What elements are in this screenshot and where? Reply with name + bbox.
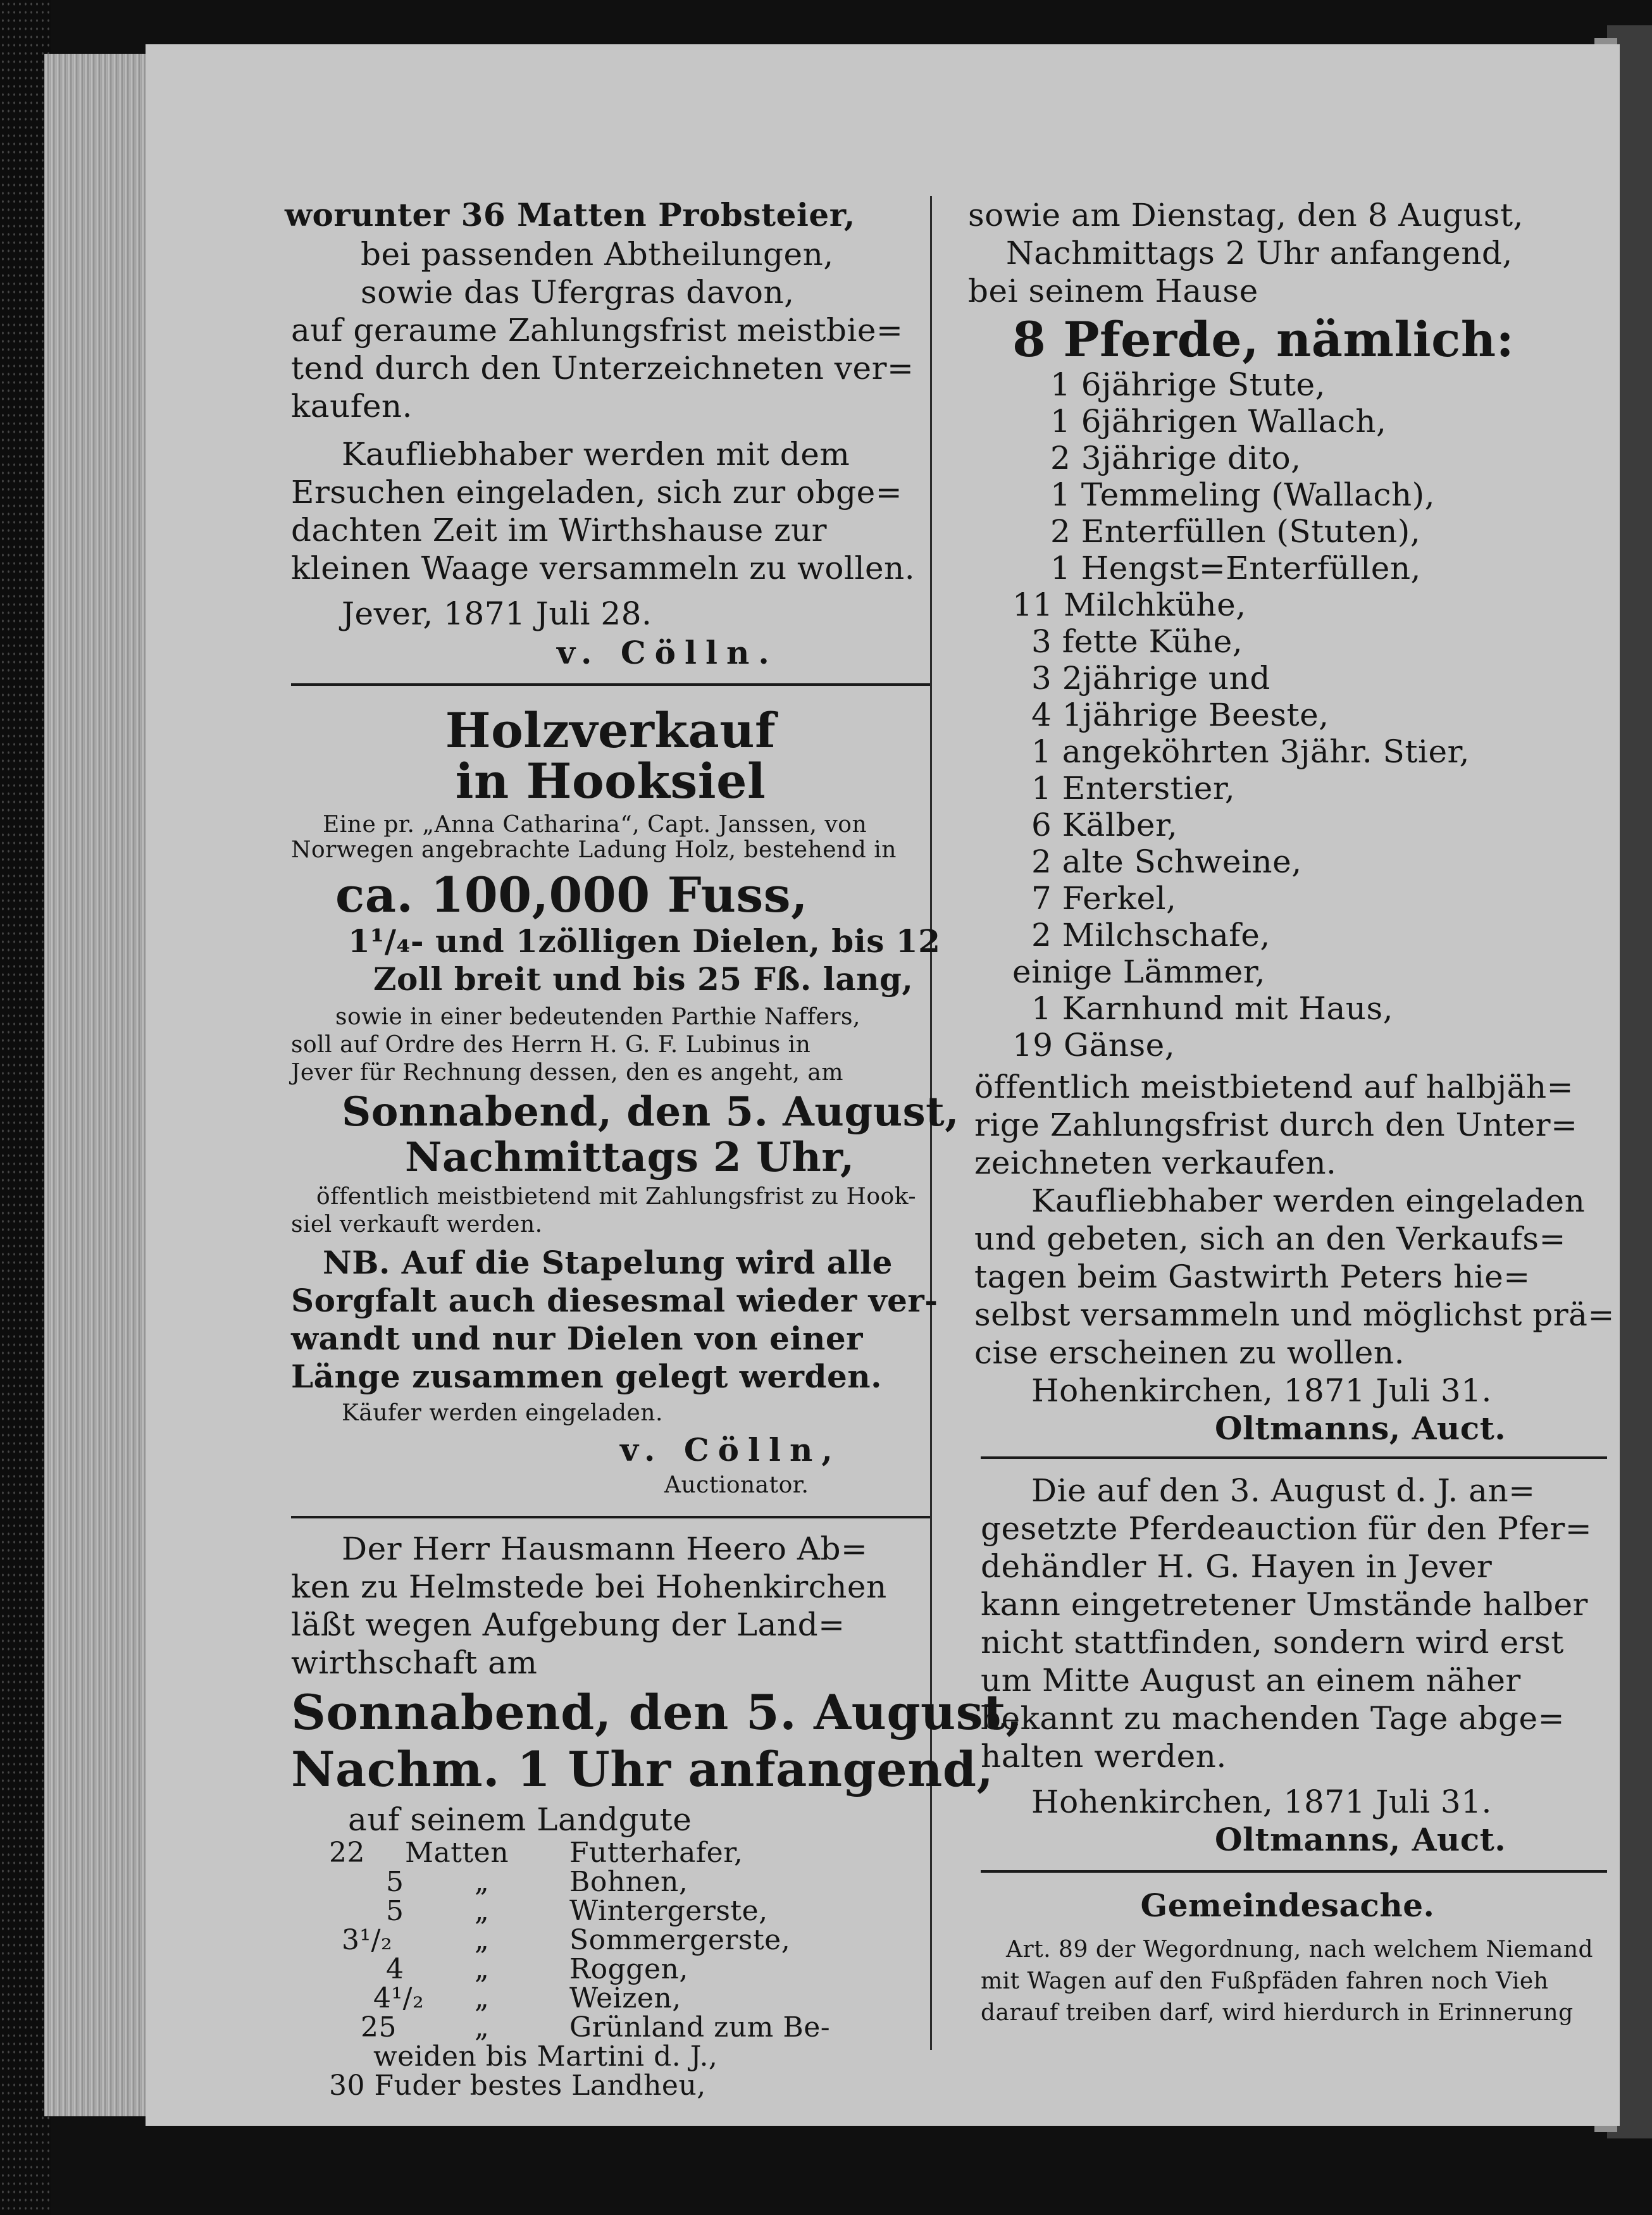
notice-text: Die auf den 3. August d. J. an=: [1031, 1472, 1536, 1509]
ad3-item-unit: „: [475, 1982, 490, 2014]
ad2-text: Jever für Rechnung dessen, den es angeht, am: [291, 1060, 844, 1086]
ad2-nb: Länge zusammen gelegt werden.: [291, 1358, 883, 1395]
animal-item: 4 1jährige Beeste,: [1031, 697, 1329, 733]
sale-text: cise erscheinen zu wollen.: [974, 1334, 1405, 1371]
ad3-item-name: Wintergerste,: [569, 1895, 768, 1927]
section-text: darauf treiben darf, wird hierdurch in Erinnerung: [981, 2000, 1574, 2026]
sale-text: öffentlich meistbietend auf halbjäh=: [974, 1069, 1574, 1105]
notice-place-date: Hohenkirchen, 1871 Juli 31.: [1031, 1784, 1492, 1820]
ad3-item-qty: 22: [329, 1837, 365, 1869]
ad1-line: sowie das Ufergras davon,: [361, 274, 795, 311]
ad1-line: dachten Zeit im Wirthshause zur: [291, 512, 828, 549]
notice-signature: Oltmanns, Auct.: [1215, 1821, 1506, 1858]
animal-item: 1 Enterstier,: [1031, 770, 1236, 807]
ad3-item-name: Roggen,: [569, 1953, 688, 1985]
sale-text: Kaufliebhaber werden eingeladen: [1031, 1182, 1586, 1219]
notice-text: bekannt zu machenden Tage abge=: [981, 1700, 1565, 1737]
ad1-line: bei passenden Abtheilungen,: [361, 236, 834, 273]
ad2-title: Holzverkauf: [445, 702, 776, 759]
ad3-item-unit: „: [475, 1866, 490, 1898]
ad3-item-unit: „: [475, 1895, 490, 1927]
horses-heading: 8 Pferde, nämlich:: [1012, 311, 1515, 368]
animal-item: 2 alte Schweine,: [1031, 843, 1302, 880]
ad1-date: Jever, 1871 Juli 28.: [342, 595, 652, 632]
animal-item: 2 Milchschafe,: [1031, 917, 1270, 953]
ad3-item-unit: „: [475, 2011, 490, 2044]
animal-item: 11 Milchkühe,: [1012, 586, 1246, 623]
ad1-line: Kaufliebhaber werden mit dem: [342, 436, 850, 473]
ad2-after: öffentlich meistbietend mit Zahlungsfrist zu Hook-: [316, 1184, 917, 1210]
ad3-intro: Der Herr Hausmann Heero Ab=: [342, 1530, 868, 1567]
ad3-intro: ken zu Helmstede bei Hohenkirchen: [291, 1568, 887, 1605]
sale-text: selbst versammeln und möglichst prä=: [974, 1296, 1615, 1333]
spine-texture: [0, 0, 51, 2215]
animal-item: einige Lämmer,: [1012, 953, 1265, 990]
animal-item: 1 angeköhrten 3jähr. Stier,: [1031, 733, 1470, 770]
ad3-intro: läßt wegen Aufgebung der Land=: [291, 1606, 845, 1643]
ad3-item-qty: 5: [386, 1895, 404, 1927]
ad1-line: worunter 36 Matten Probsteier,: [285, 196, 855, 233]
ad2-text: soll auf Ordre des Herrn H. G. F. Lubinus in: [291, 1032, 811, 1058]
ad3-cont-intro: bei seinem Hause: [968, 273, 1258, 309]
ad2-time: Nachmittags 2 Uhr,: [405, 1134, 855, 1181]
ad2-intro: Eine pr. „Anna Catharina“, Capt. Janssen, von: [323, 812, 867, 838]
section-text: Art. 89 der Wegordnung, nach welchem Niemand: [1006, 1937, 1594, 1963]
notice-text: halten werden.: [981, 1738, 1227, 1775]
ad2-nb: NB. Auf die Stapelung wird alle: [323, 1244, 893, 1281]
ad1-signature: v. Cölln.: [557, 634, 778, 671]
ad2-buyers: Käufer werden eingeladen.: [342, 1400, 663, 1426]
section-separator: [981, 1870, 1607, 1873]
ad3-item-qty: 3¹/₂: [342, 1924, 393, 1956]
ad1-line: auf geraume Zahlungsfrist meistbie=: [291, 312, 904, 349]
ad3-item-qty: 5: [386, 1866, 404, 1898]
ad2-nb: wandt und nur Dielen von einer: [291, 1320, 863, 1357]
ad3-item-qty: 4: [386, 1953, 404, 1985]
ad2-signature: v. Cölln,: [620, 1431, 842, 1468]
ad2-detail: Zoll breit und bis 25 Fß. lang,: [373, 960, 914, 998]
ad3-item-name: Grünland zum Be-: [569, 2011, 831, 2044]
notice-text: gesetzte Pferdeauction für den Pfer=: [981, 1510, 1593, 1547]
ad3-item-unit: „: [475, 1924, 490, 1956]
ad1-line: Ersuchen eingeladen, sich zur obge=: [291, 474, 903, 511]
ad-separator: [291, 683, 930, 686]
notice-text: dehändler H. G. Hayen in Jever: [981, 1548, 1493, 1585]
sale-place-date: Hohenkirchen, 1871 Juli 31.: [1031, 1372, 1492, 1409]
ad3-item-qty: 25: [361, 2011, 397, 2044]
ad3-item-qty: 4¹/₂: [373, 1982, 425, 2014]
ad3-item-name: Sommergerste,: [569, 1924, 791, 1956]
sale-text: zeichneten verkaufen.: [974, 1145, 1337, 1181]
animal-item: 3 fette Kühe,: [1031, 623, 1243, 660]
ad2-after: siel verkauft werden.: [291, 1212, 543, 1238]
ad3-date: Sonnabend, den 5. August,: [291, 1684, 1023, 1740]
animal-item: 2 3jährige dito,: [1050, 440, 1301, 476]
animal-item: 3 2jährige und: [1031, 660, 1270, 697]
ad3-place: auf seinem Landgute: [348, 1801, 692, 1838]
ad-separator: [981, 1456, 1607, 1459]
notice-text: um Mitte August an einem näher: [981, 1662, 1521, 1699]
ad1-line: kleinen Waage versammeln zu wollen.: [291, 550, 916, 586]
animal-item: 1 Temmeling (Wallach),: [1050, 476, 1436, 513]
sale-text: tagen beim Gastwirth Peters hie=: [974, 1258, 1531, 1295]
ad2-nb: Sorgfalt auch diesesmal wieder ver-: [291, 1282, 938, 1319]
animal-item: 2 Enterfüllen (Stuten),: [1050, 513, 1421, 550]
sale-text: rige Zahlungsfrist durch den Unter=: [974, 1107, 1578, 1143]
ad3-item-unit: Matten: [405, 1837, 509, 1869]
page-stack-edge: [44, 54, 152, 2116]
ad2-date: Sonnabend, den 5. August,: [342, 1088, 959, 1136]
ad3-cont-intro: Nachmittags 2 Uhr anfangend,: [1006, 235, 1513, 271]
ad3-tail: weiden bis Martini d. J.,: [373, 2040, 718, 2073]
animal-item: 1 6jährigen Wallach,: [1050, 403, 1387, 440]
animal-item: 1 Hengst=Enterfüllen,: [1050, 550, 1421, 586]
animal-item: 6 Kälber,: [1031, 807, 1178, 843]
notice-text: nicht stattfinden, sondern wird erst: [981, 1624, 1564, 1661]
animal-item: 7 Ferkel,: [1031, 880, 1177, 917]
section-title: Gemeindesache.: [1140, 1887, 1435, 1924]
animal-item: 19 Gänse,: [1012, 1027, 1176, 1064]
ad3-time: Nachm. 1 Uhr anfangend,: [291, 1741, 994, 1797]
notice-text: kann eingetretener Umstände halber: [981, 1586, 1588, 1623]
ad2-intro: Norwegen angebrachte Ladung Holz, bestehend in: [291, 837, 897, 863]
animal-item: 1 6jährige Stute,: [1050, 366, 1326, 403]
ad3-cont-intro: sowie am Dienstag, den 8 August,: [968, 197, 1524, 233]
sale-signature: Oltmanns, Auct.: [1215, 1410, 1506, 1447]
ad3-item-name: Weizen,: [569, 1982, 681, 2014]
ad3-item-name: Futterhafer,: [569, 1837, 743, 1869]
ad2-subtitle: in Hooksiel: [455, 753, 766, 809]
ad3-intro: wirthschaft am: [291, 1644, 538, 1681]
ad3-tail: 30 Fuder bestes Landheu,: [329, 2069, 706, 2102]
ad2-detail: 1¹/₄- und 1zölligen Dielen, bis 12: [348, 922, 941, 960]
sale-text: und gebeten, sich an den Verkaufs=: [974, 1220, 1566, 1257]
ad2-signature-role: Auctionator.: [664, 1472, 809, 1498]
ad-separator: [291, 1516, 930, 1518]
ad3-item-name: Bohnen,: [569, 1866, 688, 1898]
ad3-item-unit: „: [475, 1953, 490, 1985]
ad1-line: tend durch den Unterzeichneten ver=: [291, 350, 914, 387]
section-text: mit Wagen auf den Fußpfäden fahren noch Vieh: [981, 1968, 1549, 1994]
animal-item: 1 Karnhund mit Haus,: [1031, 990, 1394, 1027]
ad2-amount: ca. 100,000 Fuss,: [335, 867, 809, 923]
ad1-line: kaufen.: [291, 388, 413, 425]
ad2-text: sowie in einer bedeutenden Parthie Naffers,: [335, 1004, 860, 1030]
